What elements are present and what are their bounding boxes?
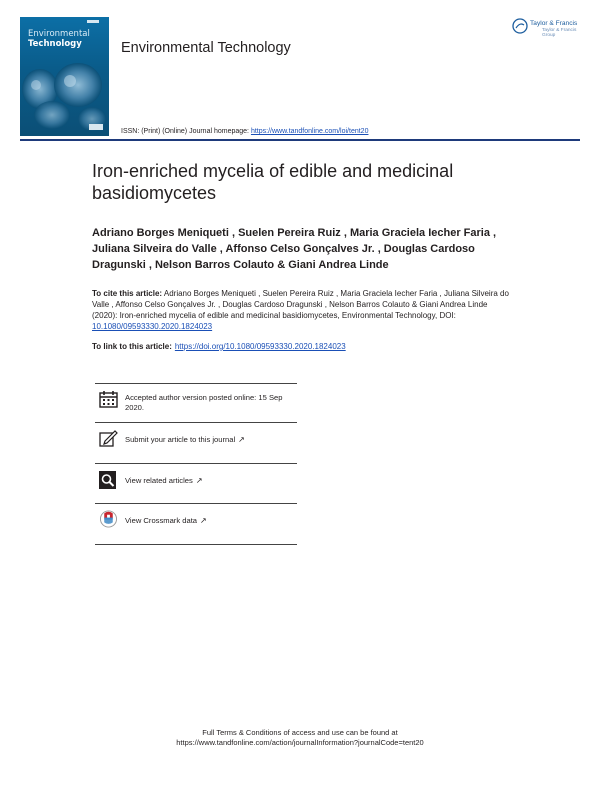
cover-title-line2: Technology <box>28 39 82 49</box>
journal-cover <box>20 17 109 136</box>
article-title: Iron-enriched mycelia of edible and medicinal basidiomycetes <box>92 161 454 203</box>
cover-art <box>20 45 109 136</box>
edit-icon <box>99 429 118 447</box>
crossmark-label: View Crossmark data <box>125 516 198 525</box>
article-doi-link[interactable]: https://doi.org/10.1080/09593330.2020.1824023 <box>174 342 346 351</box>
citation-doi-link[interactable]: 10.1080/09593330.2020.1824023 <box>92 322 213 331</box>
article-authors: Adriano Borges Meniqueti , Suelen Pereira Ruiz , Maria Graciela Iecher Faria , Juliana Silveira do Valle , Affonso Celso Gonçalves Jr. , Douglas Cardoso Dragunski , Nelson Barros Colauto & Giani Andrea Linde <box>92 227 497 271</box>
cover-publisher-mark <box>89 124 103 130</box>
related-articles-link[interactable] <box>125 476 300 486</box>
calendar-icon <box>99 390 118 408</box>
search-icon <box>99 471 118 489</box>
related-articles-label: View related articles <box>125 476 193 485</box>
link-label: To link to this article: <box>92 342 172 351</box>
citation-label: To cite this article: <box>92 289 163 298</box>
submit-article-link[interactable] <box>125 435 300 445</box>
issn-line <box>121 128 368 135</box>
citation-text: Adriano Borges Meniqueti , Suelen Pereira Ruiz , Maria Graciela Iecher Faria , Juliana Silveira do Valle , Affonso Celso Gonçalves Jr. , Douglas Cardoso Dragunski , Nelson Barros Colauto & Giani Andrea Linde (2020): Iron-enriched mycelia of edible and medicinal basidiomycetes, Environmental Technology, DOI: <box>92 289 509 320</box>
box-rule-3 <box>95 503 297 504</box>
submit-article-label: Submit your article to this journal <box>125 435 236 444</box>
crossmark-icon <box>99 510 118 528</box>
cover-title-line1: Environmental <box>28 29 90 39</box>
footer-terms-text: Full Terms & Conditions of access and use can be found at <box>202 728 398 737</box>
box-rule-top <box>95 383 297 384</box>
accepted-date-text: Accepted author version posted online: 15 Sep 2020. <box>125 393 283 412</box>
issn-text: ISSN: (Print) (Online) Journal homepage: <box>121 128 251 135</box>
crossmark-link[interactable] <box>125 516 300 526</box>
publisher-name: Taylor & Francis <box>530 20 578 27</box>
publisher-tagline: Taylor & Francis Group <box>542 28 577 38</box>
publisher-logo[interactable] <box>512 17 582 37</box>
external-link-icon: ↗ <box>238 435 245 444</box>
box-rule-1 <box>95 422 297 423</box>
footer <box>0 728 600 748</box>
citation-block <box>92 288 512 332</box>
external-link-icon: ↗ <box>195 476 203 485</box>
journal-homepage-link[interactable]: https://www.tandfonline.com/loi/tent20 <box>250 128 369 135</box>
publisher-logo-icon <box>512 18 528 34</box>
journal-name: Environmental Technology <box>121 40 291 56</box>
cover-top-mark <box>87 20 99 23</box>
header-rule <box>20 139 580 141</box>
box-rule-bottom <box>95 544 297 545</box>
external-link-icon: ↗ <box>200 516 207 525</box>
link-block <box>92 342 346 351</box>
footer-terms-url[interactable]: https://www.tandfonline.com/action/journalInformation?journalCode=tent20 <box>176 738 424 747</box>
box-rule-2 <box>95 463 297 464</box>
